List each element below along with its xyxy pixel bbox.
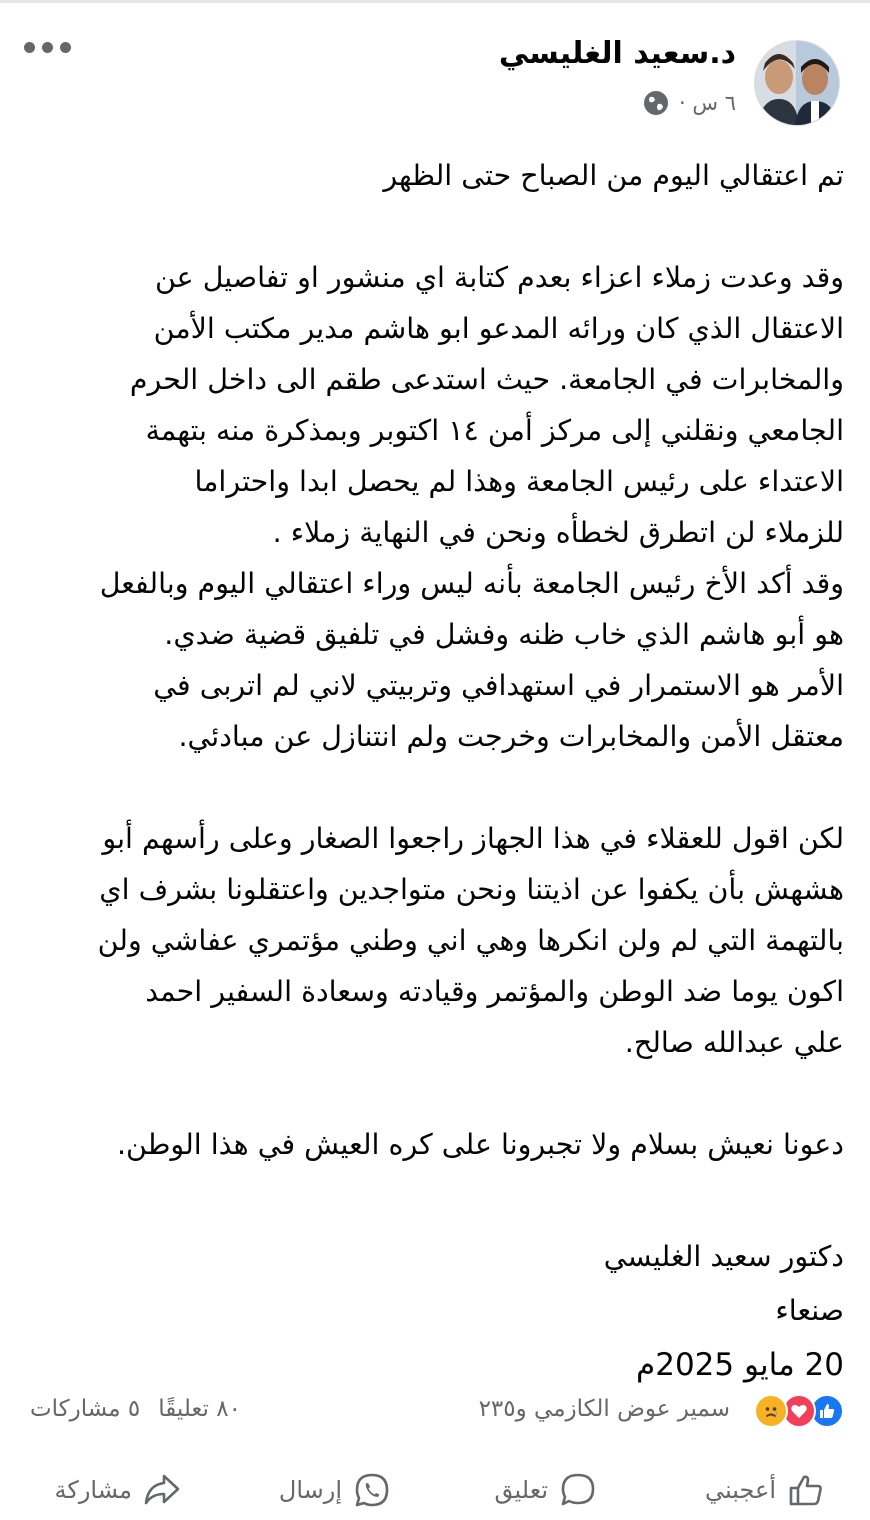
like-label: أعجبني bbox=[705, 1476, 776, 1504]
comments-count[interactable]: ٨٠ تعليقًا bbox=[158, 1396, 241, 1422]
text-line: دعونا نعيش بسلام ولا تجبرونا على كره العيش في هذا الوطن. bbox=[116, 1128, 844, 1161]
paragraph bbox=[24, 1119, 844, 1170]
text-line: الاعتداء على رئيس الجامعة وهذا لم يحصل ابدا واحتراما bbox=[194, 465, 844, 498]
paragraph bbox=[24, 150, 844, 201]
post-meta bbox=[643, 90, 736, 116]
text-line: الاعتقال الذي كان ورائه المدعو ابو هاشم مدير مكتب الأمن bbox=[153, 312, 844, 345]
text-line: هشهش بأن يكفوا عن اذيتنا ونحن متواجدين واعتقلونا بشرف اي bbox=[99, 873, 844, 906]
text-line: للزملاء لن اتطرق لخطأه ونحن في النهاية زملاء . bbox=[272, 516, 844, 549]
share-arrow-icon bbox=[142, 1470, 182, 1510]
text-line: والمخابرات في الجامعة. حيث استدعى طقم الى داخل الحرم bbox=[129, 363, 844, 396]
paragraph bbox=[24, 813, 844, 1068]
shares-count[interactable]: ٥ مشاركات bbox=[30, 1396, 141, 1422]
signature bbox=[604, 1230, 844, 1392]
comment-label: تعليق bbox=[494, 1476, 548, 1504]
text-line: اكون يوما ضد الوطن والمؤتمر وقيادته وسعادة السفير احمد bbox=[145, 975, 844, 1008]
engagement-counts bbox=[30, 1396, 241, 1422]
post-header bbox=[0, 28, 870, 128]
text-line: الجامعي ونقلني إلى مركز أمن ١٤ اكتوبر وبمذكرة منه بتهمة bbox=[145, 414, 844, 447]
globe-icon[interactable] bbox=[643, 90, 669, 116]
text-line: وقد أكد الأخ رئيس الجامعة بأنه ليس وراء اعتقالي اليوم وبالفعل bbox=[99, 567, 844, 600]
whatsapp-icon bbox=[352, 1470, 392, 1510]
text-line: هو أبو هاشم الذي خاب ظنه وفشل في تلفيق قضية ضدي. bbox=[164, 618, 844, 651]
share-label: مشاركة bbox=[54, 1476, 132, 1504]
text-line: الأمر هو الاستمرار في استهدافي وتربيتي لاني لم اتربى في bbox=[153, 669, 844, 702]
text-line: علي عبدالله صالح. bbox=[624, 1026, 844, 1059]
author-name[interactable]: د.سعيد الغليسي bbox=[498, 36, 736, 71]
paragraph bbox=[24, 252, 844, 762]
comment-bubble-icon bbox=[558, 1470, 598, 1510]
comment-button[interactable] bbox=[495, 1470, 598, 1510]
thumbs-up-icon bbox=[786, 1470, 826, 1510]
post-time[interactable]: ٦ س · bbox=[679, 91, 736, 115]
more-options-icon[interactable] bbox=[24, 42, 71, 53]
text-line: بالتهمة التي لم ولن انكرها وهي اني وطني مؤتمري عفاشي ولن bbox=[97, 924, 844, 957]
signature-date: 20 مايو 2025م bbox=[636, 1347, 844, 1383]
text-line: تم اعتقالي اليوم من الصباح حتى الظهر bbox=[383, 159, 844, 192]
action-bar bbox=[0, 1470, 870, 1520]
reactions-bar bbox=[0, 1392, 870, 1436]
text-line: وقد وعدت زملاء اعزاء بعدم كتابة اي منشور او تفاصيل عن bbox=[154, 261, 844, 294]
send-button[interactable] bbox=[279, 1470, 392, 1510]
send-label: إرسال bbox=[278, 1476, 342, 1504]
post-text bbox=[24, 150, 844, 1170]
like-button[interactable] bbox=[705, 1470, 826, 1510]
signature-city: صنعاء bbox=[775, 1294, 844, 1327]
profile-photo-icon bbox=[754, 41, 839, 126]
top-divider bbox=[0, 0, 870, 3]
sad-reaction-icon bbox=[754, 1394, 788, 1428]
share-button[interactable] bbox=[55, 1470, 182, 1510]
signature-name: دكتور سعيد الغليسي bbox=[603, 1240, 844, 1273]
text-line: معتقل الأمن والمخابرات وخرجت ولم انتنازل عن مبادئي. bbox=[178, 720, 844, 753]
text-line: لكن اقول للعقلاء في هذا الجهاز راجعوا الصغار وعلى رأسهم أبو bbox=[102, 822, 844, 855]
avatar[interactable] bbox=[754, 40, 840, 126]
reactors-summary[interactable]: سمير عوض الكازمي و٢٣٥ bbox=[478, 1396, 730, 1422]
reaction-icons[interactable] bbox=[760, 1394, 844, 1428]
